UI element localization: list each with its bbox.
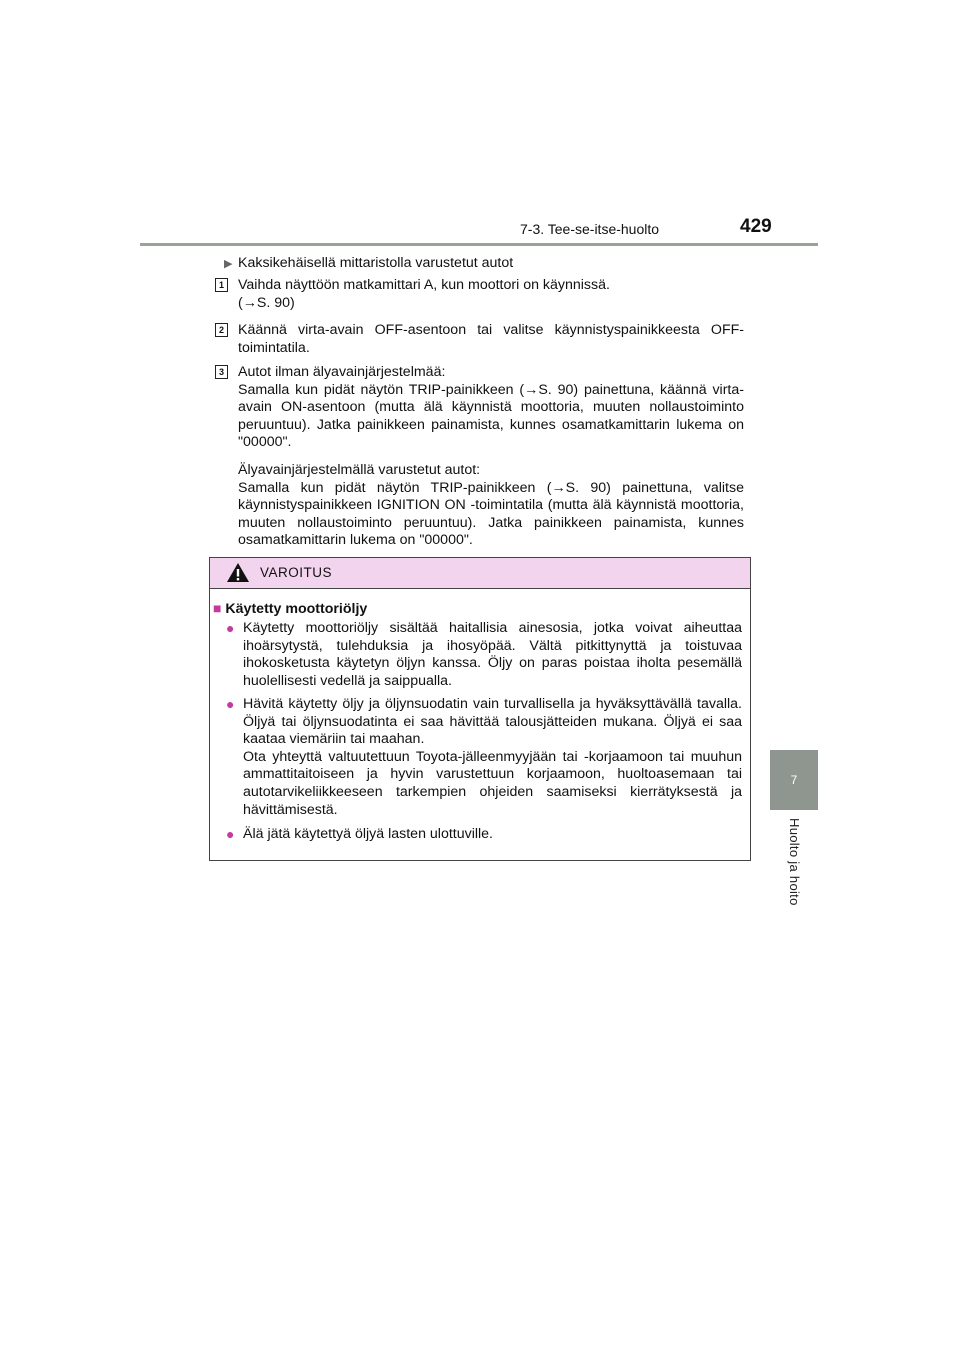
circle-bullet-icon: ●	[226, 696, 235, 712]
warning-bullet-3: Älä jätä käytettyä öljyä lasten ulottuville.	[243, 826, 493, 842]
step-3-paragraph-1: Samalla kun pidät näytön TRIP-painikkeen (→S. 90) painettuna, käännä virta-avain ON-asentoon (mutta älä käynnistä moottoria, muuten nollaustoiminto peruuntuu). Jatka painikkeen painamista, kunnes osamatkamittarin lukema on "00000".	[238, 381, 744, 451]
warning-bullet-1: Käytetty moottoriöljy sisältää haitallisia ainesosia, jotka voivat aiheuttaa ihoärsytystä, tulehduksia ja ihosyöpää. Vältä pitkittynyttä ja toistuvaa ihokosketusta käytetyn öljyn kanssa. Öljy on paras poistaa iholta pesemällä huolellisesti vedellä ja saippualla.	[243, 620, 742, 689]
step-number-1: 1	[215, 278, 228, 292]
step-3-heading-1: Autot ilman älyavainjärjestelmää:	[238, 364, 446, 380]
warning-bullet-2	[243, 696, 742, 819]
triangle-bullet-icon: ▶	[224, 258, 233, 270]
square-bullet-icon: ■	[213, 600, 222, 616]
step-1-text	[238, 277, 744, 312]
step-number-3: 3	[215, 365, 228, 379]
warning-subtitle-text: Käytetty moottoriöljy	[225, 601, 368, 617]
circle-bullet-icon: ●	[226, 826, 235, 842]
header-rule	[140, 243, 818, 246]
step-3-heading-2: Älyavainjärjestelmällä varustetut autot:	[238, 461, 481, 478]
chapter-tab: 7	[770, 750, 818, 810]
warning-bullet-2-continuation: Ota yhteyttä valtuutettuun Toyota-jälleenmyyjään tai -korjaamoon tai muuhun ammattitaitoiseen ja hyvin varustettuun korjaamoon, huoltoasemaan tai autotarvikeliikkeeseen tarkempien ohjeiden saamiseksi kierrätyksestä ja hävittämisestä.	[243, 748, 742, 818]
step-1-line-2: (→S. 90)	[238, 294, 295, 311]
step-number-2: 2	[215, 323, 228, 337]
warning-title: VAROITUS	[260, 565, 333, 580]
circle-bullet-icon: ●	[226, 620, 235, 636]
warning-header	[210, 558, 750, 589]
warning-triangle-icon	[226, 562, 250, 583]
step-3-text	[238, 364, 744, 550]
step-2-text: Käännä virta-avain OFF-asentoon tai valitse käynnistyspainikkeesta OFF-toimintatila.	[238, 322, 744, 356]
warning-bullet-2-text: Hävitä käytetty öljy ja öljynsuodatin vain turvallisella ja hyväksyttävällä tavalla. Öljyä tai öljynsuodatinta ei saa hävittää talousjätteiden mukana. Öljyä ei saa kaataa viemäriin tai maahan.	[243, 696, 742, 748]
step-3-paragraph-2: Samalla kun pidät näytön TRIP-painikkeen (→S. 90) painettuna, valitse käynnistyspainikkeen IGNITION ON -toimintatila (mutta älä käynnistä moottoria, muuten nollaustoiminto peruuntuu). Jatka painikkeen painamista, kunnes osamatkamittarin lukema on "00000".	[238, 479, 744, 549]
step-1-line-1: Vaihda näyttöön matkamittari A, kun moottori on käynnissä.	[238, 277, 610, 293]
warning-subtitle	[213, 600, 367, 617]
section-title: 7-3. Tee-se-itse-huolto	[520, 221, 660, 237]
page-number: 429	[740, 216, 772, 237]
lead-heading: Kaksikehäisellä mittaristolla varustetut autot	[238, 255, 514, 271]
chapter-label: Huolto ja hoito	[787, 818, 802, 906]
